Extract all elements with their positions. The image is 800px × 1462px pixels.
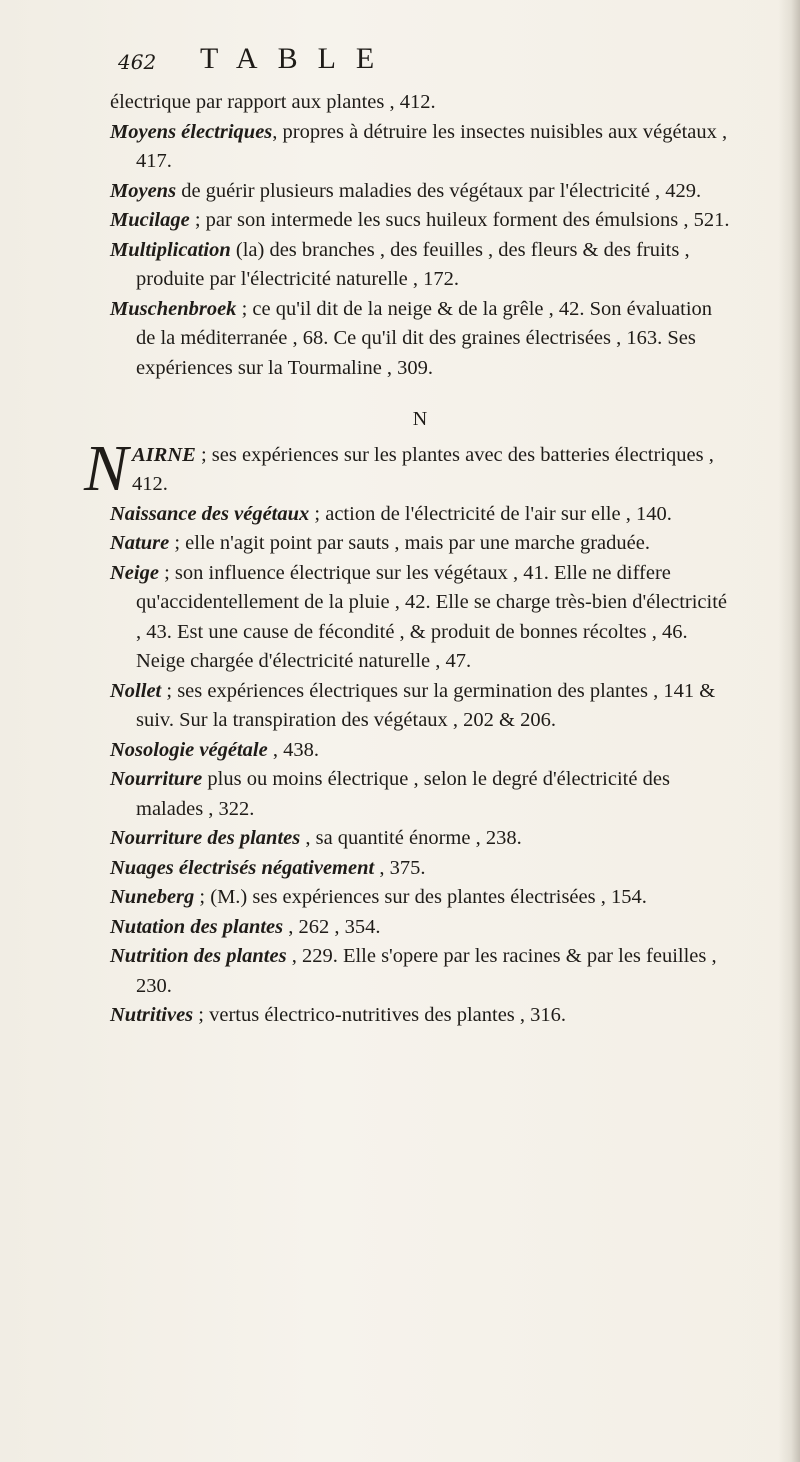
section-letter: N [412,408,428,430]
index-entry: Nollet ; ses expériences électriques sur la germination des plantes , 141 & suiv. Sur la transpiration des végétaux , 202 & 206. [110,679,716,731]
index-entry: Moyens de guérir plusieurs maladies des végétaux par l'électricité , 429. [110,179,702,202]
index-entry: Nutation des plantes , 262 , 354. [110,915,381,938]
index-entry: Nosologie végétale , 438. [110,738,319,761]
index-entry: Nuneberg ; (M.) ses expériences sur des plantes électrisées , 154. [110,886,647,908]
index-entry: Nourriture plus ou moins électrique , selon le degré d'électricité des malades , 322. [110,768,670,820]
index-entry: Nourriture des plantes , sa quantité énorme , 238. [110,827,522,849]
index-entry: Moyens électriques, propres à détruire les insectes nuisibles aux végétaux , 417. [110,120,728,172]
index-entry: Nutrition des plantes , 229. Elle s'opere par les racines & par les feuilles , 230. [110,945,717,997]
index-entry: électrique par rapport aux plantes , 412. [110,91,436,113]
page-edge-shadow [778,0,800,1462]
index-entry: Nature ; elle n'agit point par sauts , mais par une marche graduée. [110,532,650,554]
index-entry: Muschenbroek ; ce qu'il dit de la neige & de la grêle , 42. Son évaluation de la méditerranée , 68. Ce qu'il dit des graines électrisées , 163. Ses expériences sur la Tourmaline , 309. [110,297,713,379]
drop-cap: N [84,431,129,505]
running-title: TABLE [200,42,395,75]
page-header [118,42,638,82]
page-number: 462 [118,50,157,74]
index-entry: Mucilage ; par son intermede les sucs huileux forment des émulsions , 521. [110,209,730,231]
index-entry: Nutritives ; vertus électrico-nutritives des plantes , 316. [110,1004,567,1026]
index-content [84,88,730,1031]
index-entry: Naissance des végétaux ; action de l'électricité de l'air sur elle , 140. [110,502,672,525]
index-entry: Multiplication (la) des branches , des feuilles , des fleurs & des fruits , produite par l'électricité naturelle , 172. [110,238,690,290]
index-entry-first: NAIRNE ; ses expériences sur les plantes avec des batteries électriques , 412. [84,431,714,505]
index-entry: Nuages électrisés négativement , 375. [110,856,426,879]
index-entry: Neige ; son influence électrique sur les végétaux , 41. Elle ne differe qu'accidentellement de la pluie , 42. Elle se charge très-bien d'électricité , 43. Est une cause de fécondité , & produit de bonnes récoltes , 46. Neige chargée d'électricité naturelle , 47. [110,561,727,672]
